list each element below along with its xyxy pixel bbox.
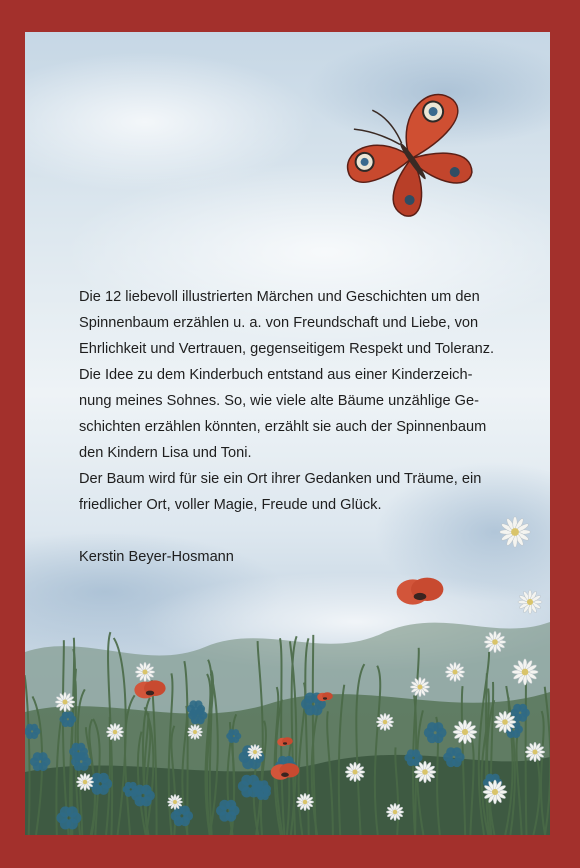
- blurb-text: [79, 284, 511, 570]
- back-cover-panel: [25, 32, 550, 835]
- blurb-paragraph-2: [79, 466, 511, 518]
- blurb-line: Die 12 liebevoll illustrierten Märchen und Geschichten um den: [79, 289, 480, 305]
- blurb-line: Spinnenbaum erzählen u. a. von Freundschaft und Liebe, von: [79, 315, 479, 331]
- blurb-line: friedlicher Ort, voller Magie, Freude und Glück.: [79, 497, 382, 513]
- blurb-line: Der Baum wird für sie ein Ort ihrer Gedanken und Träume, ein: [79, 471, 482, 487]
- blurb-line: Die Idee zu dem Kinderbuch entstand aus einer Kinderzeich-: [79, 367, 473, 383]
- blurb-line: den Kindern Lisa und Toni.: [79, 445, 252, 461]
- blurb-paragraph-1: [79, 284, 511, 466]
- blurb-line: Ehrlichkeit und Vertrauen, gegenseitigem Respekt und Toleranz.: [79, 341, 495, 357]
- blurb-line: schichten erzählen könnten, erzählt sie auch der Spinnenbaum: [79, 419, 487, 435]
- author-name: Kerstin Beyer-Hosmann: [79, 549, 234, 565]
- blurb-line: nung meines Sohnes. So, wie viele alte Bäume unzählige Ge-: [79, 393, 479, 409]
